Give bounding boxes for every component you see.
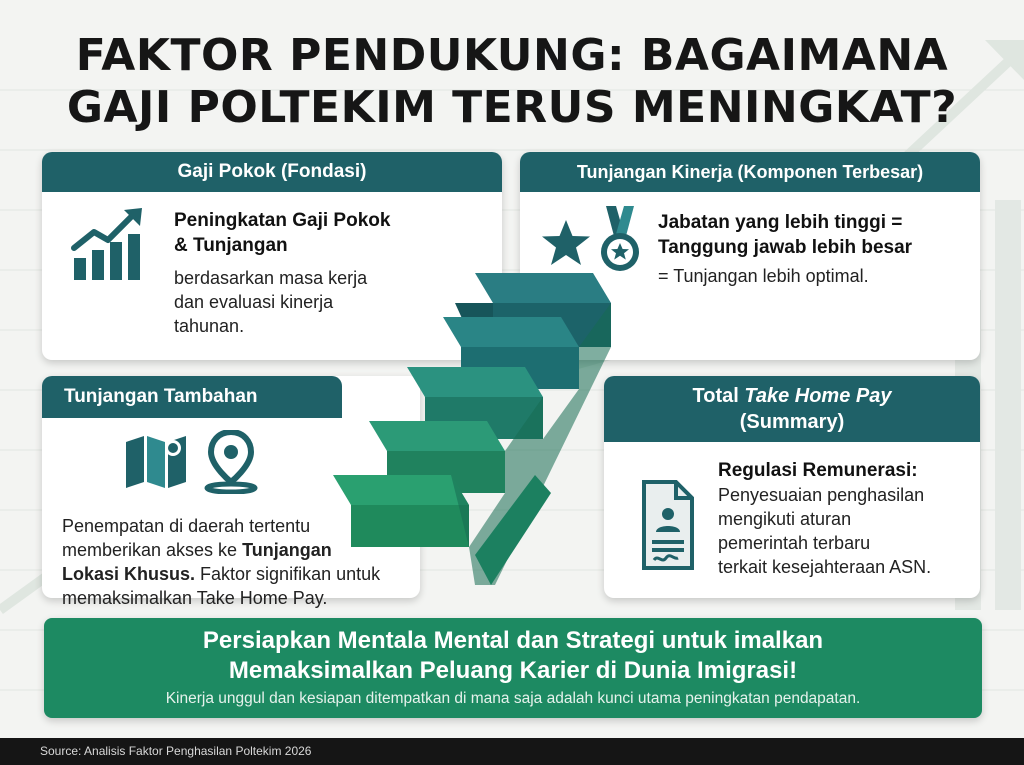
banner-line-2: Memaksimalkan Peluang Karier di Dunia Imigrasi!	[228, 657, 798, 684]
source-footer	[0, 738, 1024, 765]
card-text-line-3-a: Lokasi Khusus.	[62, 564, 196, 584]
card-heading-line-1: Jabatan yang lebih tinggi =	[658, 212, 903, 233]
location-pin-icon	[202, 430, 260, 494]
staircase-illustration	[325, 255, 645, 595]
card-header	[42, 376, 342, 418]
growth-chart-icon	[70, 206, 150, 286]
call-to-action-banner	[44, 618, 982, 718]
card-text-line-4: terkait kesejahteraan ASN.	[718, 557, 932, 577]
card-header	[42, 152, 502, 192]
card-take-home-pay	[604, 376, 980, 598]
card-text-line-2-a: memberikan akses ke	[62, 540, 243, 560]
card-header-b: Take Home Pay	[744, 385, 892, 407]
card-header-label: Tunjangan Kinerja (Komponen Terbesar)	[576, 161, 924, 182]
card-text-line-2-b: Tunjangan	[242, 540, 332, 560]
card-text-line-1: = Tunjangan lebih optimal.	[658, 266, 869, 286]
card-heading-line-2: & Tunjangan	[174, 235, 288, 256]
card-heading: Regulasi Remunerasi:	[718, 460, 918, 481]
card-header-label: Tunjangan Tambahan	[64, 386, 258, 407]
card-text-line-1: berdasarkan masa kerja	[174, 268, 368, 288]
card-text-line-1: Penempatan di daerah tertentu	[62, 516, 311, 536]
card-text-line-3: tahunan.	[174, 316, 245, 336]
card-heading-line-1: Peningkatan Gaji Pokok	[174, 210, 391, 231]
card-text-line-3-b: Faktor signifikan untuk	[195, 564, 381, 584]
page-title	[0, 30, 1024, 134]
card-text-line-4: memaksimalkan Take Home Pay.	[62, 588, 328, 608]
card-text-line-3: pemerintah terbaru	[718, 533, 871, 553]
banner-line-1: Persiapkan Mentala Mental dan Strategi untuk imalkan	[202, 627, 824, 654]
card-header	[604, 376, 980, 442]
card-text-line-1: Penyesuaian penghasilan	[718, 485, 925, 505]
title-line-2: GAJI POLTEKIM TERUS MENINGKAT?	[66, 82, 958, 133]
banner-subtext: Kinerja unggul dan kesiapan ditempatkan di mana saja adalah kunci utama peningkatan pendapatan.	[165, 690, 861, 707]
card-text-line-2: mengikuti aturan	[718, 509, 852, 529]
card-header-line-2: (Summary)	[739, 411, 845, 433]
card-text-line-2: dan evaluasi kinerja	[174, 292, 334, 312]
source-text: Source: Analisis Faktor Penghasilan Poltekim 2026	[40, 744, 312, 758]
title-line-1: FAKTOR PENDUKUNG: BAGAIMANA	[75, 30, 949, 81]
card-header	[520, 152, 980, 192]
card-heading-line-2: Tanggung jawab lebih besar	[658, 237, 913, 258]
card-header-line-1	[693, 383, 892, 409]
card-header-a: Total	[692, 385, 745, 407]
card-header-label: Gaji Pokok (Fondasi)	[177, 161, 367, 182]
map-icon	[124, 434, 188, 490]
